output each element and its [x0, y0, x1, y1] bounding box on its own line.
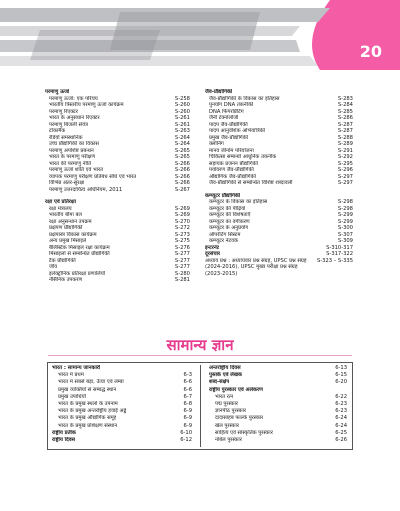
entry-title: मानव जीनोम परियोजना	[209, 147, 254, 154]
entry-title: प्रक्षेपास्त्र विकास कार्यक्रम	[49, 231, 97, 238]
entry-title: पुस्तकें एवं लेखक	[209, 372, 243, 379]
entry-title: भारतीय बीमा बल	[49, 212, 82, 218]
entry-title: कम्प्यूटर का वर्गीकरण	[209, 218, 250, 225]
toc-entry	[209, 408, 347, 415]
entry-page: S-323 – S-335	[316, 257, 353, 264]
entry-title: DNA फिंगरप्रिंटिंग	[209, 108, 244, 115]
entry-title: उच्च प्रौद्योगिकी का विकास	[49, 141, 99, 147]
entry-page: S-258	[174, 95, 190, 102]
toc-entry	[52, 415, 192, 422]
entry-title: कम्प्यूटर की पीढ़ियाँ	[209, 205, 246, 212]
entry-title: राष्ट्रीय दिवस	[52, 436, 76, 443]
entry-title: इलेक्ट्रॉनिक प्रतिरक्षा प्रणालियाँ	[49, 270, 106, 277]
entry-title: पद्म पुरस्कार	[215, 400, 238, 407]
section-title: सामान्य ज्ञान	[166, 336, 234, 354]
entry-title: भारत के प्रमुख प्रशिक्षण संस्थान	[58, 422, 118, 429]
entry-page: 6-25	[335, 429, 347, 436]
toc-entry	[52, 394, 192, 401]
toc-entry	[52, 423, 192, 430]
entry-title: भारत के प्रमुख स्थलों के उपनाम	[58, 400, 118, 407]
entry-title: जैनी टेक्नोलॉजी	[209, 115, 239, 121]
toc-entry	[209, 372, 347, 379]
entry-title: ऑपरेटिंग सिस्टम	[209, 231, 241, 238]
entry-title: नोबेल पुरस्कार	[215, 436, 242, 443]
entry-title: प्रक्षेपण प्रौद्योगिकी	[49, 225, 83, 231]
entry-title: क्लोनिंग	[209, 141, 224, 147]
entry-title: परमाणु उत्तरदायित्व अधिनियम, 2011	[49, 186, 123, 193]
entry-title: साहित्य एवं सांस्कृतिक पुरस्कार	[215, 429, 273, 436]
entry-page	[188, 365, 192, 372]
entry-page: S-297	[337, 173, 353, 180]
entry-title: नौसैनिक उपकरण	[49, 277, 83, 283]
entry-page: S-283	[337, 95, 353, 102]
entry-title: अन्य प्रमुख मिसाइलें	[49, 238, 87, 244]
entry-title: ज्ञानपीठ पुरस्कार	[215, 408, 247, 415]
entry-page: S-289	[337, 141, 353, 147]
entry-title: टोकामैक	[49, 128, 66, 134]
entry-title: कम्प्यूटर के अनुप्रयोग	[209, 225, 249, 231]
entry-page: 6-9	[183, 415, 192, 422]
entry-page: S-265	[174, 154, 190, 160]
toc-entry	[209, 437, 347, 444]
toc-entry	[52, 430, 192, 437]
toc-entry	[209, 401, 347, 408]
entry-page: 6-7	[183, 393, 192, 400]
entry-page: S-310-317	[326, 244, 353, 251]
entry-page: S-270	[174, 218, 190, 225]
entry-page: S-291	[337, 147, 353, 154]
entry-page: 6-9	[183, 422, 192, 429]
entry-page: S-287	[337, 128, 353, 134]
toc-entry	[52, 372, 192, 379]
entry-page: 6-23	[335, 408, 347, 415]
entry-page: S-264	[174, 141, 190, 147]
entry-title: राष्ट्रीय प्रतीक	[52, 429, 76, 436]
toc-entry	[52, 401, 192, 408]
entry-page: 6-24	[335, 422, 347, 429]
entry-title: पादप आनुवंशिक अभियांत्रिकी	[209, 128, 266, 134]
entry-title: सहायक प्रजनन प्रौद्योगिकी	[209, 160, 258, 167]
entry-page: S-266	[174, 173, 190, 180]
entry-page: S-261	[174, 121, 190, 128]
entry-page: S-300	[337, 225, 353, 231]
entry-page: S-284	[337, 102, 353, 108]
entry-page: 6-6	[183, 386, 192, 393]
entry-page: S-277	[174, 251, 190, 257]
entry-title: औद्योगिक जैव-प्रौद्योगिकी	[209, 173, 256, 180]
entry-page: S-299	[337, 218, 353, 225]
entry-page: S-272	[174, 225, 190, 231]
entry-page: S-269	[174, 212, 190, 218]
entry-title: व्यापक परमाणु परीक्षण प्रतिबंध संधि एवं भारत	[49, 173, 137, 180]
entry-title: चिकित्सा सम्बन्धी आधुनिक तकनीक	[209, 154, 277, 160]
entry-title: बैलिस्टिक मिसाइल रक्षा कार्यक्रम	[49, 244, 110, 251]
entry-page: 6-13	[335, 365, 347, 371]
entry-page: S-277	[174, 257, 190, 264]
toc-entry	[209, 394, 347, 401]
entry-page: 6-26	[335, 436, 347, 443]
toc-entry	[52, 365, 192, 372]
entry-page: 6-10	[180, 429, 192, 436]
entry-title: शब्द-संक्षेप	[209, 379, 230, 386]
entry-page: 6-20	[335, 379, 347, 386]
entry-title: कम्प्यूटर प्रौद्योगिकी	[205, 192, 241, 199]
toc-left-column	[45, 89, 190, 284]
toc-right-column	[205, 89, 353, 277]
entry-title: पादप जैव-प्रौद्योगिकी	[209, 121, 248, 128]
entry-page: S-263	[174, 128, 190, 134]
entry-page: S-295	[337, 160, 353, 167]
entry-page: S-267	[174, 186, 190, 193]
entry-title: प्रमुख उपाधियाँ	[58, 393, 86, 400]
entry-page: S-260	[174, 102, 190, 108]
entry-title: राष्ट्रीय पुरस्कार एवं अलंकरण	[209, 386, 263, 393]
entry-title: प्रमुख व्यक्तियों से सम्बद्ध स्थान	[58, 386, 117, 393]
entry-page: S-266	[174, 180, 190, 186]
entry-title: जैव-प्रौद्योगिकी के विकास का इतिहास	[209, 95, 280, 102]
entry-title: अन्तर्राष्ट्रीय दिवस	[209, 365, 241, 371]
gk-right-column	[209, 365, 347, 444]
entry-page: S-297	[337, 180, 353, 186]
entry-page: 6-3	[183, 372, 192, 379]
toc-entry	[209, 415, 347, 422]
gk-divider	[200, 365, 201, 447]
entry-title: पर्यावरण जैव-प्रौद्योगिकी	[209, 167, 254, 173]
entry-title: कम्प्यूटर नेटवर्क	[209, 238, 238, 244]
entry-page: S-266	[174, 167, 190, 173]
entry-page: S-292	[337, 154, 353, 160]
entry-title: भारत के प्रमुख औद्योगिक समूह	[58, 415, 117, 422]
entry-title: जीव	[49, 264, 58, 270]
entry-page: 6-23	[335, 400, 347, 407]
entry-page: 6-9	[183, 408, 192, 415]
entry-title: परमाणु ऊर्जा: एक परिचय	[49, 95, 98, 102]
entry-page: S-276	[174, 244, 190, 251]
gk-left-column	[52, 365, 192, 444]
entry-page: S-280	[174, 270, 190, 277]
entry-page: S-309	[337, 238, 353, 244]
entry-title: भारत रत्न	[215, 393, 234, 400]
toc-entry	[209, 430, 347, 437]
entry-page: S-307	[337, 231, 353, 238]
entry-title: विभिन्न अंतर-सुरक्षा	[49, 180, 85, 186]
entry-title: दादासाहब फाल्के पुरस्कार	[215, 415, 264, 422]
entry-page: S-261	[174, 115, 190, 121]
entry-page: S-317-322	[326, 251, 353, 257]
entry-title: खेल पुरस्कार	[215, 422, 239, 429]
page-number: 20	[359, 42, 382, 61]
entry-page: S-296	[337, 167, 353, 173]
toc-entry	[209, 379, 347, 386]
entry-title: रक्षा अनुसन्धान उपक्रम	[49, 218, 92, 225]
entry-title: परमाणु ऊर्जा शांति एवं भारत	[49, 167, 104, 173]
toc-entry	[209, 423, 347, 430]
entry-title: भारत के अनुसंधान रिएक्टर	[49, 115, 100, 121]
entry-page: S-299	[337, 212, 353, 218]
entry-title: जैव-प्रौद्योगिकी से सम्बन्धित विशिष्ट शब्दावली	[209, 180, 293, 186]
entry-title: दूरसंचार	[205, 251, 221, 257]
entry-page	[343, 387, 347, 394]
entry-title: रक्षा मंत्रालय	[49, 205, 72, 212]
entry-page: S-260	[174, 108, 190, 115]
entry-page: S-269	[174, 205, 190, 212]
entry-title: भारत : सामान्य जानकारी	[52, 365, 101, 371]
entry-title: भारत के परमाणु परीक्षण	[49, 154, 96, 160]
entry-page: 6-6	[183, 379, 192, 386]
entry-page: S-265	[174, 147, 190, 154]
entry-page: S-275	[174, 238, 190, 244]
entry-title: जैव-प्रौद्योगिकी	[205, 89, 233, 95]
toc-entry	[205, 258, 353, 278]
entry-title: भारत के प्रमुख अन्तर्राष्ट्रीय हवाई अड्डे	[58, 408, 127, 415]
entry-page: S-264	[174, 134, 190, 141]
toc-entry	[209, 365, 347, 372]
toc-entry	[52, 387, 192, 394]
entry-title: टैंक प्रौद्योगिकी	[49, 257, 76, 264]
entry-page: S-288	[337, 134, 353, 141]
entry-page: 6-8	[183, 400, 192, 407]
entry-title: रक्षा एवं प्रतिरक्षा	[45, 199, 76, 205]
title-rule	[48, 355, 352, 356]
entry-page: S-273	[174, 231, 190, 238]
entry-title: रेडियो समस्थानिक	[49, 134, 83, 141]
entry-page: 6-24	[335, 415, 347, 422]
entry-title: प्रमुख जैव-प्रौद्योगिकी	[209, 134, 249, 141]
entry-page: S-298	[337, 199, 353, 205]
entry-page: S-285	[337, 108, 353, 115]
entry-page: S-287	[337, 121, 353, 128]
toc-entry	[52, 379, 192, 386]
entry-page: S-286	[337, 115, 353, 121]
toc-entry	[45, 277, 190, 284]
entry-title: कम्प्यूटर के विकास का इतिहास	[209, 199, 268, 205]
entry-title: परमाणु अपशिष्ट प्रबन्धन	[49, 147, 94, 154]
entry-title: भारत में सबसे बड़ा, ऊँचा एवं लम्बा	[58, 379, 124, 386]
entry-page: S-298	[337, 205, 353, 212]
entry-title: परमाणु ऊर्जा	[45, 89, 70, 95]
entry-title: अध्याय प्रश्न : अध्यायवार प्रश्न संग्रह, UPSC प्रश्न संग्रह (2024-2016), UPSC मुख्य परीक्षा प्रश्न संग्रह (2023-2015)	[205, 257, 307, 277]
entry-title: पुनर्योग DNA तकनीकी	[209, 102, 254, 108]
toc-entry	[52, 437, 192, 444]
entry-page: S-281	[174, 277, 190, 283]
entry-page: S-266	[174, 160, 190, 167]
entry-page: 6-22	[335, 393, 347, 400]
entry-page: S-277	[174, 264, 190, 270]
entry-page: 6-12	[180, 436, 192, 443]
entry-title: भारत में प्रथम	[58, 372, 84, 379]
entry-title: भारत की परमाणु नीति	[49, 160, 92, 167]
entry-title: इन्टरनेट	[205, 244, 220, 251]
toc-entry	[209, 387, 347, 394]
entry-title: परमाणु रिएक्टर	[49, 108, 78, 115]
entry-title: कम्प्यूटर की विशेषताएँ	[209, 212, 251, 218]
entry-title: परमाणु बिजली संयंत्र	[49, 121, 88, 128]
header-decoration	[0, 0, 400, 70]
entry-title: भारतीय त्रिस्तरीय परमाणु ऊर्जा कार्यक्रम	[49, 102, 124, 108]
toc-entry	[52, 408, 192, 415]
entry-title: मिसाइलों से सम्बन्धित प्रौद्योगिकी	[49, 251, 110, 257]
entry-page: 6-15	[335, 372, 347, 379]
